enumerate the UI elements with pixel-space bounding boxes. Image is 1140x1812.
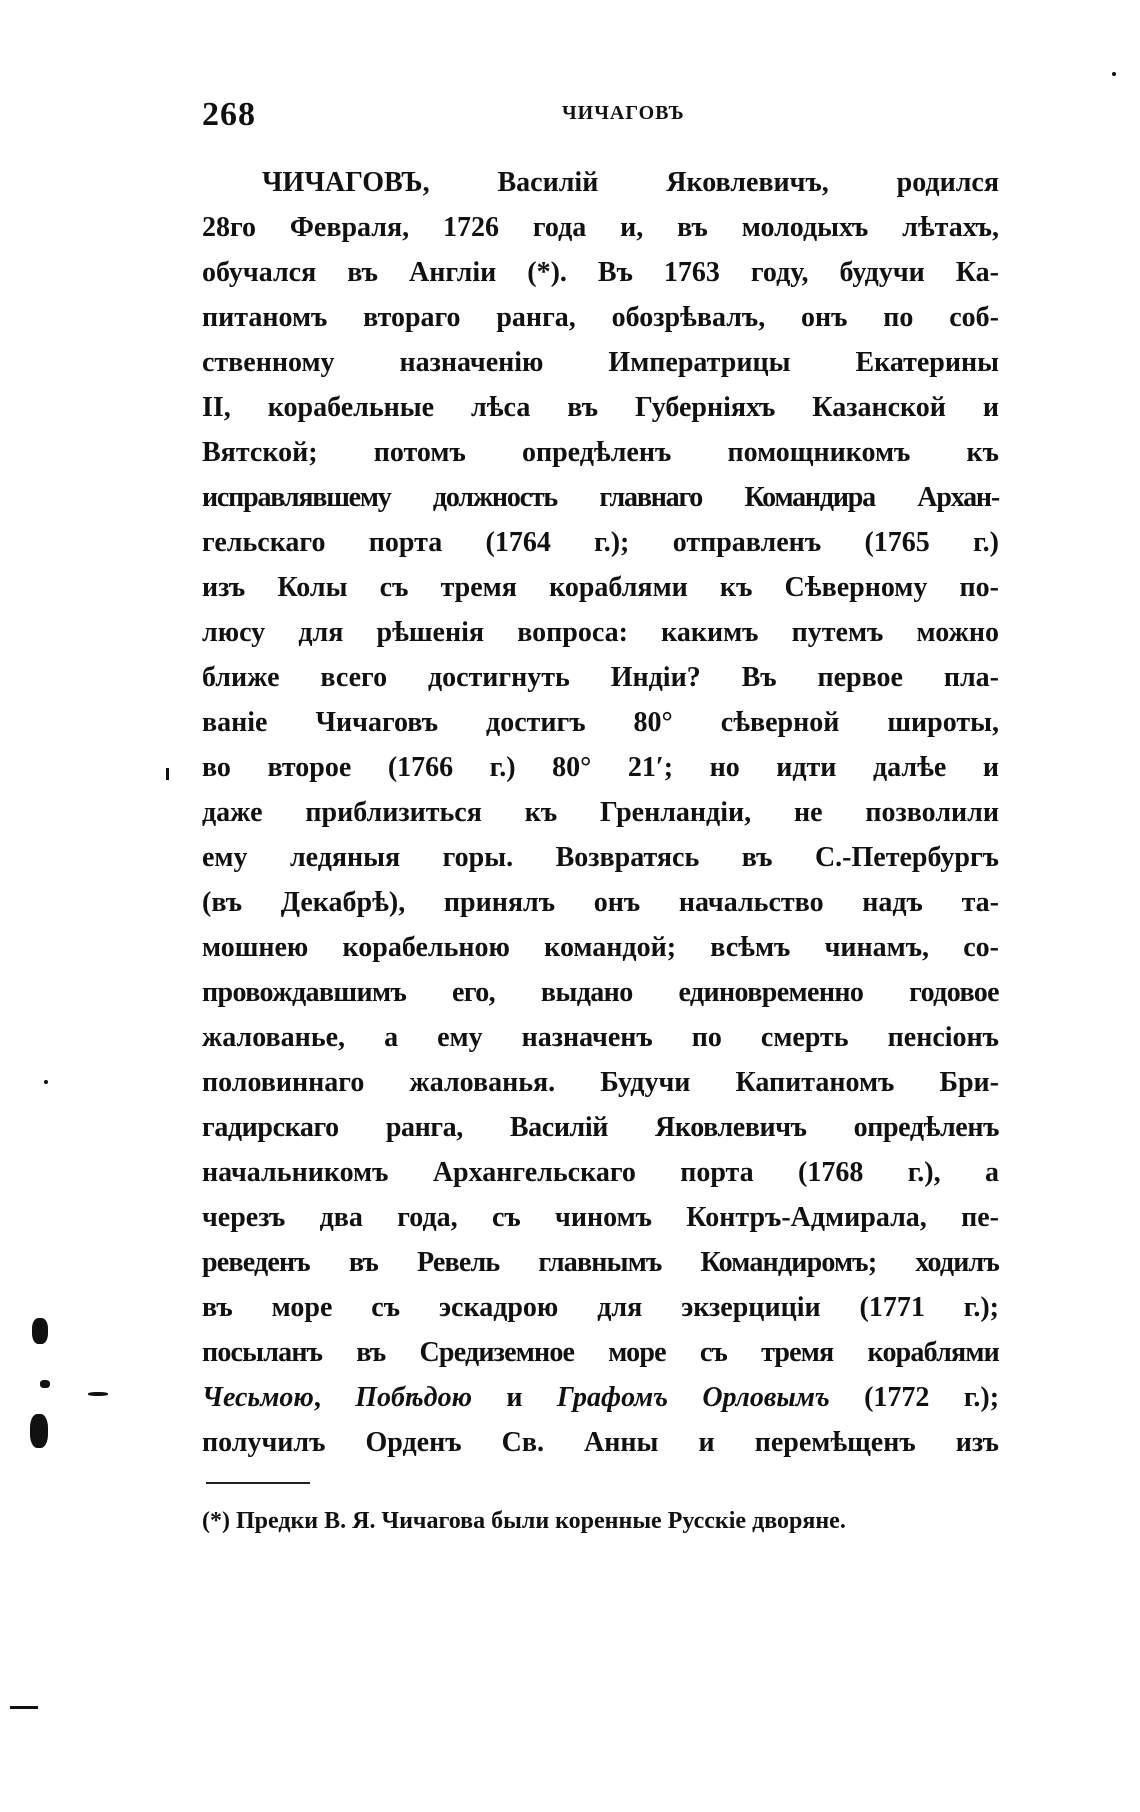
text-line: (въ Декабрѣ), принялъ онъ начальство надъ та- (202, 887, 999, 918)
footnote: (*) Предки В. Я. Чичагова были коренные Русскіе дворяне. (202, 1508, 846, 1534)
footnote-rule (206, 1482, 310, 1484)
text-line: ственному назначенію Императрицы Екатерины (202, 347, 999, 378)
text-line: черезъ два года, съ чиномъ Контръ-Адмирала, пе- (202, 1202, 999, 1233)
text-line: питаномъ втораго ранга, обозрѣвалъ, онъ по соб- (202, 302, 999, 333)
text-line: половиннаго жалованья. Будучи Капитаномъ Бри- (202, 1067, 999, 1098)
page-number: 268 (202, 96, 256, 133)
text-line: ближе всего достигнуть Индіи? Въ первое пла- (202, 662, 999, 693)
text-line: реведенъ въ Ревель главнымъ Командиромъ; ходилъ (202, 1247, 999, 1278)
text-line: ему ледяныя горы. Возвратясь въ С.-Петербургъ (202, 842, 999, 873)
running-head: ЧИЧАГОВЪ (562, 102, 685, 124)
separator: и (472, 1382, 557, 1413)
margin-dash (10, 1706, 38, 1709)
text-line: Вятской; потомъ опредѣленъ помощникомъ къ (202, 437, 999, 468)
text-line: обучался въ Англіи (*). Въ 1763 году, будучи Ка- (202, 257, 999, 288)
text-line: II, корабельные лѣса въ Губерніяхъ Казанской и (202, 392, 999, 423)
ship-name: Чесьмою (202, 1382, 314, 1413)
margin-ink-stain (88, 1392, 108, 1396)
text-line: даже приблизиться къ Гренландіи, не позволили (202, 797, 999, 828)
text-line: гадирскаго ранга, Василій Яковлевичъ опредѣленъ (202, 1112, 999, 1143)
margin-ink-stain (40, 1380, 50, 1388)
text-line: въ море съ эскадрою для экзерциціи (1771 г.); (202, 1292, 999, 1323)
ship-name: Графомъ Орловымъ (556, 1382, 830, 1413)
ships-line (202, 1375, 999, 1420)
text-line: начальникомъ Архангельскаго порта (1768 г.), а (202, 1157, 999, 1188)
text-line: ваніе Чичаговъ достигъ 80° сѣверной широты, (202, 707, 999, 738)
text-line: получилъ Орденъ Св. Анны и перемѣщенъ изъ (202, 1427, 999, 1458)
text-line: 28го Февраля, 1726 года и, въ молодыхъ лѣтахъ, (202, 212, 999, 243)
separator: , (313, 1382, 356, 1413)
text-line: люсу для рѣшенія вопроса: какимъ путемъ можно (202, 617, 999, 648)
text-line: исправлявшему должность главнаго Командира Архан- (202, 482, 999, 513)
margin-ink-stain (30, 1414, 48, 1448)
page-header (202, 96, 1002, 136)
ship-name: Побѣдою (355, 1382, 473, 1413)
text-line: провождавшимъ его, выдано единовременно годовое (202, 977, 999, 1008)
text-line: изъ Колы съ тремя кораблями къ Сѣверному по- (202, 572, 999, 603)
text-line: гельскаго порта (1764 г.); отправленъ (1765 г.) (202, 527, 999, 558)
margin-dot (44, 1080, 48, 1084)
margin-ink-stain (32, 1318, 48, 1344)
text-line: мошнею корабельною командой; всѣмъ чинамъ, со- (202, 932, 999, 963)
margin-dot (1112, 72, 1116, 76)
line-tail: (1772 г.); (829, 1382, 1000, 1413)
text-line: жалованье, а ему назначенъ по смерть пенсіонъ (202, 1022, 999, 1053)
margin-tick (166, 768, 169, 780)
text-line: ЧИЧАГОВЪ, Василій Яковлевичъ, родился (262, 167, 999, 198)
text-line: посыланъ въ Средиземное море съ тремя кораблями (202, 1337, 999, 1368)
article-body (202, 160, 999, 1465)
text-line: во второе (1766 г.) 80° 21′; но идти далѣе и (202, 752, 999, 783)
